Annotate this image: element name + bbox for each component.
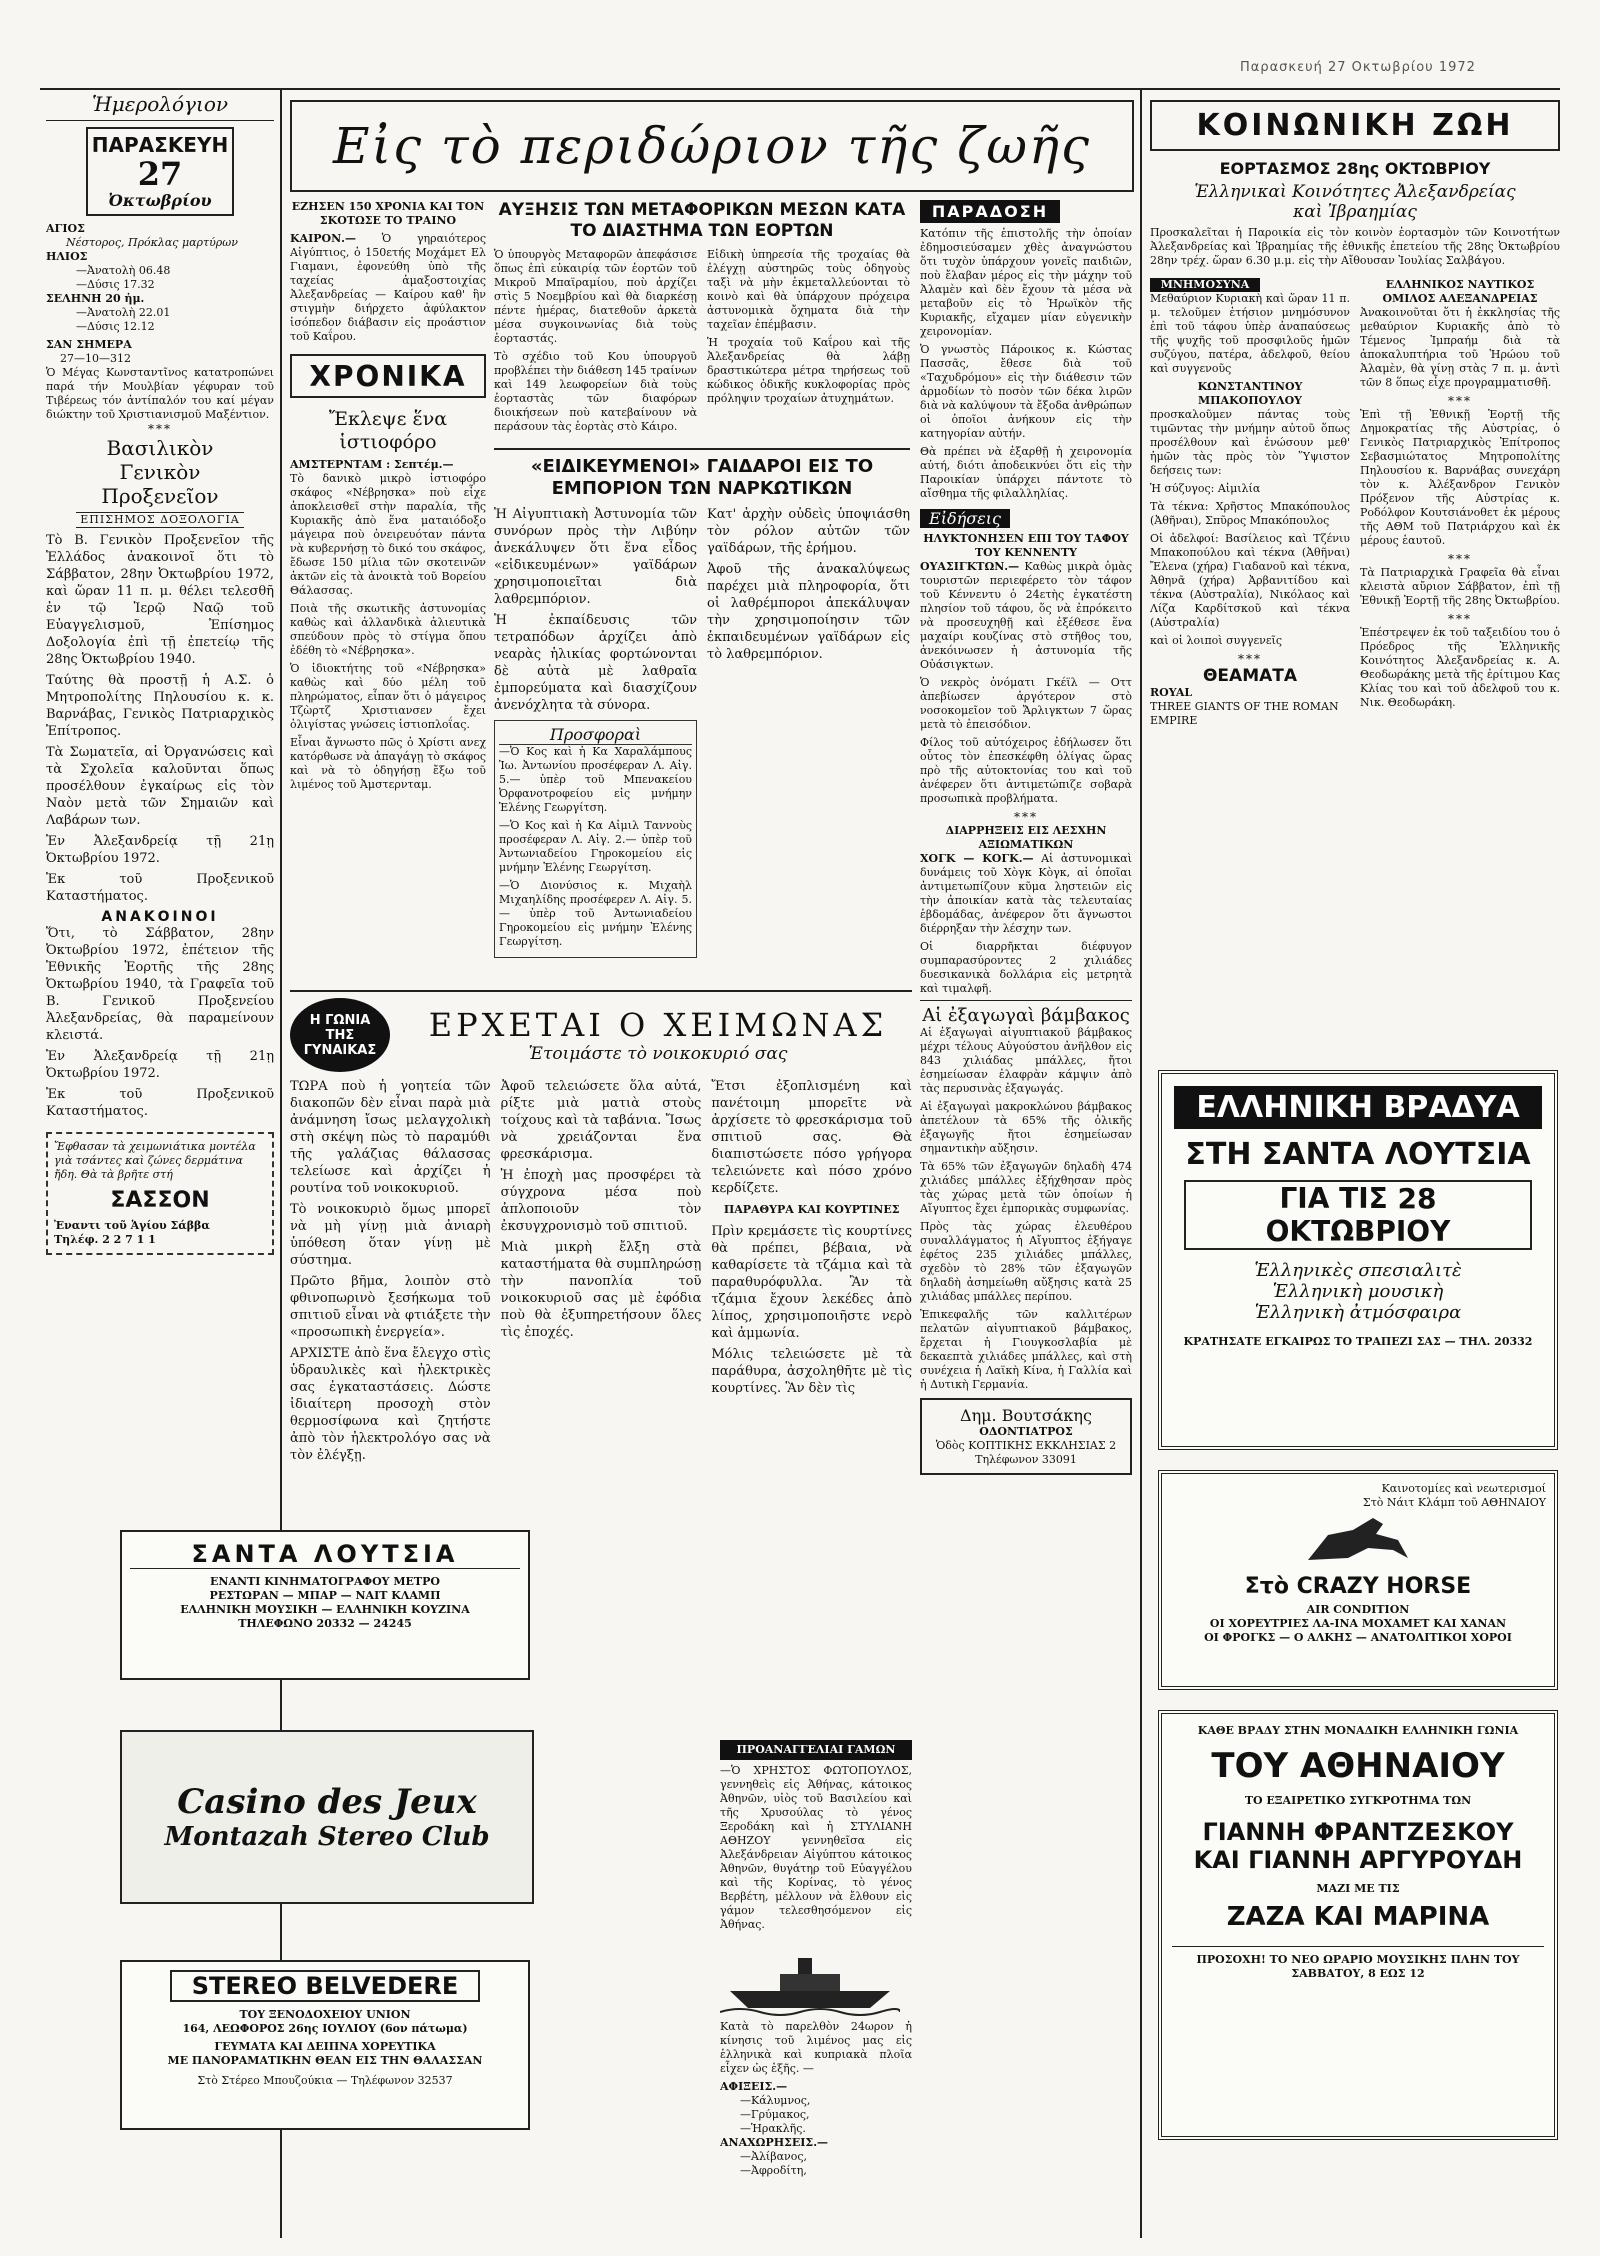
consulate-title-2: Γενικὸν [119,460,201,484]
today-label: ΣΑΝ ΣΗΜΕΡΑ [46,338,132,351]
traino-text: Ὁ γηραιότερος Αἰγύπτιος, ὁ 150ετής Μοχάμετ Ελ Γιαμανι, ἐφονεύθη ὑπὸ τῆς ταχείας ἁμαξοστοιχίας Ἀλεξανδρείας — Καίρου καθ' ἣν στιγμὴν διήρχετο ἀφύλακτον ἰσόπεδον διάβασιν εἰς προάστιον τοῦ Καΐρου. [290,232,486,343]
greek-night-footer: ΚΡΑΤΗΣΑΤΕ ΕΓΚΑΙΡΩΣ ΤΟ ΤΡΑΠΕΖΙ ΣΑΣ — ΤΗΛ. 20332 [1183,1335,1533,1348]
eclipse-headline: Ἔκλεψε ἕνα ἱστιοφόρο [328,408,448,453]
casino-line-2: Montazah Stereo Club [164,1822,490,1852]
moon-label: ΣΕΛΗΝΗ 20 ἡμ. [46,292,145,305]
belvedere-ad [120,1960,530,2130]
athinaiou-footer: ΠΡΟΣΟΧΗ! ΤΟ ΝΕΟ ΩΡΑΡΙΟ ΜΟΥΣΙΚΗΣ ΠΛΗΝ ΤΟΥ ΣΑΒΒΑΤΟΥ, 8 ΕΩΣ 12 [1172,1946,1544,1981]
right-column: ΚΟΙΝΩΝΙΚΗ ΖΩΗ ΕΟΡΤΑΣΜΟΣ 28ης ΟΚΤΩΒΡΙΟΥ Ἑλληνικαὶ Κοινότητες Ἀλεξανδρείας καὶ Ἰβραημίας Προσκαλεῖται ἡ Παροικία εἰς τὸν κοινὸν ἑορτασμὸν τῶν Κοινοτήτων Ἀλεξανδρείας καὶ Ἰβραημίας τῆς ἐθνικῆς ἐπετείου τῆς 28ης Ὀκτωβρίου 28ην τρέχ. ὥραν 6.30 μ.μ. εἰς τὴν Αἴθουσαν Ἰουλίας Σαλβάγου. ΜΝΗΜΟΣΥΝΑ Μεθαύριον Κυριακὴ καὶ ὥραν 11 π. μ. τελοῦμεν ἐτήσιον μνημόσυνον ἐπὶ τοῦ τάφου ὑπὲρ ἀναπαύσεως τῆς ψυχῆς τοῦ προσφιλοῦς ἡμῶν συζύγου, πατέρα, ἀδελφοῦ, θείου καὶ συγγενοῦς ΚΩΝΣΤΑΝΤΙΝΟΥ ΜΠΑΚΟΠΟΥΛΟΥ προσκαλοῦμεν πάντας τοὺς τιμῶντας τὴν μνήμην αὐτοῦ ὅπως προσέλθουν καὶ ἑνώσουν μεθ' ἡμῶν τὰς πρὸς τὸν Ὕψιστον δεήσεις των: Ἡ σύζυγος: Αἰμιλία Τὰ τέκνα: Χρῆστος Μπακόπουλος (Ἀθῆναι), Σπῦρος Μπακόπουλος Οἱ ἀδελφοί: Βασίλειος καὶ Τζένιυ Μπακοπούλου καὶ τέκνα (Ἀθῆναι) Ἔλενα (χήρα) Γιαδανοῦ καὶ τέκνα, Ἀθηνᾶ (χήρα) Ἀρβανιτίδου καὶ τέκνα (Αὐστραλία), Νικόλαος καὶ Λίζα Καρδίτσκοῦ καὶ τέκνα (Αὐστραλία) καὶ οἱ λοιποὶ συγγενεῖς *** ΘΕΑΜΑΤΑ ROYAL THREE GIANTS OF THE ROMAN EMPIRE ΕΛΛΗΝΙΚΟΣ ΝΑΥΤΙΚΟΣ ΟΜΙΛΟΣ ΑΛΕΞΑΝΔΡΕΙΑΣ Ἀνακοινοῦται ὅτι ἡ ἐκκλησίας τῆς μεθαύριον Κυριακῆς ἀπὸ τὸ Τέμενος Ἰμπραήμ διὰ τὰ ἀποκαλυπτήρια τοῦ Ἡρώου τοῦ Ἀλαμὲν, θὰ γίνῃ στὰς 7 π. μ. ἀντὶ τῶν 8 ὅπως εἶχε προγραμματισθῆ. *** Ἐπὶ τῇ Ἐθνικῇ Ἑορτῇ τῆς Δημοκρατίας τῆς Αὐστρίας, ὁ Γενικὸς Πατριαρχικὸς Ἐπίτροπος Σεβασμιώτατος Μητροπολίτης Πηλουσίου κ. Βαρνάβας συνεχάρη τὸν κ. Ἀλέξανδρον Γενικὸν Πρόξενον τῆς Αὐστρίας κ. Ροδόλφον Κουτσιάνοθετ ἐκ μέρους τῆς ΑΘΜ τοῦ Πατριάρχου καὶ ἐκ μέρους ἑαυτοῦ. *** Τὰ Πατριαρχικὰ Γραφεῖα θὰ εἶναι κλειστὰ αὔριον Σάββατον, ἐπὶ τῇ Ἐθνικῇ Ἑορτῇ τῆς 28ης Ὀκτωβρίου. *** Ἐπέστρεψεν ἐκ τοῦ ταξειδίου του ὁ Πρόεδρος τῆς Ἑλληνικῆς Κοινότητος Ἀλεξανδρείας κ. Α. Θεοδωράκης μετὰ τῆς ἐρίτιμου Κας Κλίας του καὶ τοῦ ἀδελφοῦ του κ. Νικ. Θεοδωράκη. [1150,100,1560,728]
naval-text-4: Ἐπέστρεψεν ἐκ τοῦ ταξειδίου του ὁ Πρόεδρος τῆς Ἑλληνικῆς Κοινότητος Ἀλεξανδρείας κ. Α. Θεοδωράκης μετὰ τῆς ἐρίτιμου Κας Κλίας του καὶ τοῦ ἀδελφοῦ του κ. Νικ. Θεοδωράκη. [1360,626,1560,709]
port-departures-label: ΑΝΑΧΩΡΗΣΕΙΣ.— [720,2136,829,2149]
cotton-text-5: Ἐπικεφαλῆς τῶν καλλιτέρων πελατῶν αἰγυπτιακοῦ βάμβακος, ἔρχεται ἡ Γιουγκοσλαβία μὲ δεκαεπτὰ χιλιάδες μπάλλες, καὶ στὴ συνέχεια ἡ Λαϊκὴ Κίνα, ἡ Γαλλία καὶ ἡ Δυτικὴ Γερμανία. [920,1308,1132,1391]
athinaiou-ad [1158,1710,1558,2140]
column-rule [280,88,282,2238]
winter-text-8: Ἔτσι ἐξοπλισμένη καὶ πανέτοιμη μπορεῖτε νὰ ἀρχίσετε τὸ φρεσκάρισμα τοῦ σπιτιοῦ σας. Θὰ διαπιστώσετε πόσο γρήγορα τελειώνετε καὶ πόσο χρόνο κερδίζετε. [711,1079,913,1196]
crazy-horse-line-4: ΟΙ ΧΟΡΕΥΤΡΙΕΣ ΛΑ-ΙΝΑ ΜΟΧΑΜΕΤ ΚΑΙ ΧΑΝΑΝ [1209,1617,1507,1630]
cotton-text-2: Αἱ ἐξαγωγαὶ μακροκλώνου βάμβακος ἀπετέλουν τὰ 65% τῆς ὁλικῆς ἐξαγωγῆς ἤτοι ἐσημείωσαν σημαντικὴν αὔξησιν. [920,1100,1132,1155]
saints: Νέστορος, Πρόκλας μαρτύρων [66,236,238,249]
kennedy-text-3: Φίλος τοῦ αὐτόχειρος ἐδήλωσεν ὅτι οὗτος τὸν ἐπεσκέφθη ὀλίγας ὥρας πρὸ τῆς αὐτοκτονίας του καὶ τοῦ ἀνέφερεν ὅτι ἀντιμετώπιζε σοβαρὰ προσωπικὰ προβλήματα. [920,736,1132,805]
shows-title: ΘΕΑΜΑΤΑ [1202,666,1298,686]
traffic-headline: ΑΥΞΗΣΙΣ ΤΩΝ ΜΕΤΑΦΟΡΙΚΩΝ ΜΕΣΩΝ ΚΑΤΑ ΤΟ ΔΙΑΣΤΗΜΑ ΤΩΝ ΕΟΡΤΩΝ [498,200,906,241]
dentist-ad [920,1398,1132,1475]
crazy-horse-line-5: ΟΙ ΦΡΟΓΚΣ — Ο ΑΛΚΗΣ — ΑΝΑΤΟΛΙΤΙΚΟΙ ΧΟΡΟΙ [1204,1631,1512,1644]
social-title: ΚΟΙΝΩΝΙΚΗ ΖΩΗ [1196,108,1514,143]
tradition-text-3: Θὰ πρέπει νὰ ἐξαρθῇ ἡ χειρονομία αὐτή, διότι ἀποδεικνύει ὅτι εἰς τὴν Παροικίαν ὑπάρχει πάντοτε τὸ αἴσθημα τῆς φιλαλληλίας. [920,445,1132,500]
dentist-name: Δημ. Βουτσάκης [960,1406,1092,1425]
tradition-text: Κατόπιν τῆς ἐπιστολῆς τὴν ὁποίαν ἐδημοσιεύσαμεν χθὲς ἀναγνώστου ὅτι τυχὸν ὑπάρχουν γονεῖς παιδιῶν, ποὺ ἔλαβαν μέρος εἰς τὴν μάχην τοῦ Ἀλαμὲν καὶ δὲν ἔχουν τὰ μέσα νὰ μεταβοῦν εἰς τὸ Ἡρωϊκὸν τῆς Κυριακῆς, εἴχαμεν μίαν εὐγενικὴν χειρονομίαν. [920,227,1132,338]
santa-lucia-line-1: ΕΝΑΝΤΙ ΚΙΝΗΜΑΤΟΓΡΑΦΟΥ ΜΕΤΡΟ [210,1575,440,1588]
eclipse-text-4: Εἶναι ἄγνωστο πῶς ὁ Χρίστι ανεχ κατόρθωσε νὰ ἀπαγάγῃ τὸ σκάφος καὶ νὰ τὸ ὁδηγήσῃ ἔξω τοῦ λιμένος τοῦ Ἀμστερνταμ. [290,736,486,791]
sasson-address: Ἐναντι τοῦ Ἁγίου Σάββα [54,1219,210,1232]
memorial-name: ΚΩΝΣΤΑΝΤΙΝΟΥ ΜΠΑΚΟΠΟΥΛΟΥ [1197,380,1303,407]
consulate-text-2: Ταύτης θὰ προστῇ ἡ Α.Σ. ὁ Μητροπολίτης Πηλουσίου κ. κ. Βαρνάβας, Γενικὸς Πατριαρχικὸς Ἐπίτροπος. [46,673,274,739]
crazy-horse-line-1: Καινοτομίες καὶ νεωτερισμοί [1381,1482,1546,1495]
offerings-text-3: —Ὁ Διονύσιος κ. Μιχαὴλ Μιχαηλίδης προσέφερεν Λ. Αἰγ. 5.— ὑπὲρ τοῦ Ἀντωνιαδείου Γηροκομείου εἰς μνήμην Ἑλένης Γεωργίτση. [499,879,692,948]
donkeys-text-2: Ἡ ἐκπαίδευσις τῶν τετραπόδων ἀρχίζει ἀπὸ νεαρὰς ἡλικίας φορτώνονται δὲ αὐτὰ μὲ λαθραῖα ἐμπορεύματα καὶ διασχίζουν ἀνενόχλητα τὰ σύνορα. [494,613,697,713]
memorial-siblings: Οἱ ἀδελφοί: Βασίλειος καὶ Τζένιυ Μπακοπούλου καὶ τέκνα (Ἀθῆναι) Ἔλενα (χήρα) Γιαδανοῦ καὶ τέκνα, Ἀθηνᾶ (χήρα) Ἀρβανιτίδου καὶ τέκνα (Αὐστραλία), Νικόλαος καὶ Λίζα Καρδίτσκοῦ καὶ τέκνα (Αὐστραλία) [1150,532,1350,629]
social-subhead: Ἑλληνικαὶ Κοινότητες Ἀλεξανδρείας καὶ Ἰβραημίας [1194,182,1516,222]
announcement-title: ΑΝΑΚΟΙΝΟΙ [101,909,219,925]
cotton-text-4: Πρὸς τὰς χώρας ἐλευθέρου συναλλάγματος ἡ Αἴγυπτος ἐξήγαγε ἐφέτος 235 χιλιάδες μπάλλες, σχεδὸν τὸ 28% τῶν ἐξαγωγῶν δηλαδὴ ἀσημείωθη αὔξησις κατὰ 25 χιλιάδας μπάλλες περίπου. [920,1220,1132,1303]
calendar-day: ΠΑΡΑΣΚΕΥΗ [91,133,229,157]
consulate-place: Ἐν Ἀλεξανδρείᾳ τῇ 21ῃ Ὀκτωβρίου 1972. [46,834,274,866]
athinaiou-line-1: ΚΑΘΕ ΒΡΑΔΥ ΣΤΗΝ ΜΟΝΑΔΙΚΗ ΕΛΛΗΝΙΚΗ ΓΩΝΙΑ [1197,1724,1519,1737]
sasson-ad [46,1132,274,1255]
consulate-sign: Ἐκ τοῦ Προξενικοῦ Καταστήματος. [46,872,274,904]
tradition-text-2: Ὁ γνωστὸς Πάροικος κ. Κώστας Πασσᾶς, ἔθεσε διὰ τοῦ «Ταχυδρόμου» εἰς τὴν διάθεσιν τῶν ἁρμοδίων τὸ ποσὸν τῶν δέκα λιρῶν διὰ νὰ καλύψουν τὰ ἔξοδα ἀνθρώπων οἱ ὁποῖοι ἀνήκουν εἰς τὴν κατηγορίαν αὐτήν. [920,343,1132,440]
winter-text: ΤΩΡΑ ποὺ ἡ γοητεία τῶν διακοπῶν δὲν εἶναι παρὰ μιὰ ἀνάμνηση ἴσως μελαγχολικὴ στὴ σκέψη πὼς τὸ παραμύθι τῆς γαλάζιας θάλασσας τελείωσε καὶ ἀρχίζει ἡ ρουτίνα τοῦ νοικοκυριοῦ. [290,1079,491,1196]
moonset: —Δύσις 12.12 [76,320,155,333]
belvedere-name: STEREO BELVEDERE [170,1970,480,2002]
consulate-title-1: Βασιλικὸν [106,436,214,460]
calendar-date: 27 [137,155,183,193]
port-arrival: —Γρύμακος, [740,2108,810,2121]
winter-text-9: Πρὶν κρεμάσετε τὶς κουρτίνες θὰ πρέπει, βέβαια, νὰ καθαρίσετε τὰ τζάμια καὶ τὰ παραθυρόφυλλα. Ἂν τὰ τζάμια ἔχουν λεκέδες ἀπὸ λίπος, χρησιμοποιῆστε νερὸ καὶ ἀμμωνία. [711,1224,913,1341]
horse-icon [1298,1510,1418,1570]
consulate-title-3: Προξενεῖον [101,484,219,508]
kennedy-text: Καθὼς μικρὰ ὁμὰς τουριστῶν περιεφέρετο τὸν τάφον τοῦ Κέννεντυ ὁ 24ετὴς ἐγκατέστη πλησίον τοῦ τάφου, ὅς νὰ ἐπρόκειτο νὰ προσευχηθῇ καὶ ἐξέθεσε ἕνα μαχαίρι κουζίνας στὸ στῆθος του, ἀνεκόινωσεν ἡ ἀστυνομία τῆς Οὐάσιγκτων. [920,560,1132,671]
donkeys-headline: «ΕΙΔΙΚΕΥΜΕΝΟΙ» ΓΑΙΔΑΡΟΙ ΕΙΣ ΤΟ ΕΜΠΟΡΙΟΝ ΤΩΝ ΝΑΡΚΩΤΙΚΩΝ [530,456,874,499]
shows-cinema: ROYAL [1150,686,1193,699]
traffic-text-3: Εἰδικὴ ὑπηρεσία τῆς τροχαίας θὰ ἐλέγχῃ αὐστηρῶς τοὺς ὁδηγοὺς ταξὶ νὰ μὴν ἐκμεταλλεύονται τὸ κοινὸ καὶ θὰ ὑπάρχουν πρόχειρα ἀστυνομικὰ ὄχηματα διὰ τὴν ταχεῖαν ἐπέμβασιν. [707,248,910,331]
masthead [290,100,1134,192]
eclipse-text-2: Ποιὰ τῆς σκωτικῆς ἀστυνομίας καθὼς καὶ ἀλλανδικὰ ἀλιευτικὰ σπεύδουν πρὸς τὸ στίγμα ὅπου ἐδέθη τὸ «Νέβρησκα». [290,602,486,657]
lesxi-text: Αἱ ἀστυνομικαὶ δυνάμεις τοῦ Χὸγκ Κὸγκ, αἱ ὁποῖαι ἀντιμετωπίζουν κῦμα ληστειῶν εἰς τὴν ἀποικίαν κατὰ τὰς τελευταίας ἑβδομάδας, ἀνέφερον ὅτι ἄγνωστοι διέρρηξαν τὴν λέσχην των. [920,852,1132,935]
births-block [720,1740,912,2178]
greek-night-line-3: ΓΙΑ ΤΙΣ 28 ΟΚΤΩΒΡΙΟΥ [1184,1180,1532,1250]
moonrise: —Ἀνατολὴ 22.01 [76,306,171,319]
port-departure: —Ἀφροδίτη, [740,2164,807,2177]
consulate-text-3: Τὰ Σωματεῖα, αἱ Ὀργανώσεις καὶ τὰ Σχολεῖα καλοῦνται ὅπως προσέλθουν ἐγκαίρως εἰς τὸν Ναὸν μετὰ τῶν Σημαιῶν καὶ Λαβάρων των. [46,745,274,828]
announcement-text: Ὅτι, τὸ Σάββατον, 28ην Ὀκτωβρίου 1972, ἐπέτειον τῆς Ἐθνικῆς Ἑορτῆς τῆς 28ης Ὀκτωβρίου 1940, τὰ Γραφεῖα τοῦ Β. Γενικοῦ Προξενείου Ἀλεξανδρείας, θὰ παραμείνουν κλειστά. [46,926,274,1043]
cotton-headline: Αἱ ἐξαγωγαὶ βάμβακος [920,1000,1132,1026]
greek-night-ad [1158,1070,1558,1450]
memorial-rest: καὶ οἱ λοιποὶ συγγενεῖς [1150,634,1283,647]
winter-text-2: Τὸ νοικοκυριὸ ὅμως μπορεῖ νὰ μὴ γίνῃ μιὰ ἀνιαρὴ ὑπόθεση ὅταν γίνῃ μὲ σύστημα. [290,1202,491,1268]
consulate-text: Τὸ Β. Γενικὸν Προξενεῖον τῆς Ἑλλάδος ἀνακοινοῖ ὅτι τὸ Σάββατον, 28ην Ὀκτωβρίου 1972, καὶ ὥραν 11 π. μ. θέλει τελεσθῆ ἐν τῷ Ἱερῷ Ναῷ τοῦ Εὐαγγελισμοῦ, Ἐπίσημος Δοξολογία ἐπὶ τῇ ἐπετείῳ τῆς 28ης Ὀκτωβρίου 1940. [46,533,274,667]
memorial-title: ΜΝΗΜΟΣΥΝΑ [1150,278,1260,292]
greek-night-line-1: ΕΛΛΗΝΙΚΗ ΒΡΑΔΥΑ [1174,1086,1542,1129]
athinaiou-line-2: ΤΟ ΕΞΑΙΡΕΤΙΚΟ ΣΥΓΚΡΟΤΗΜΑ ΤΩΝ [1244,1794,1472,1807]
memorial-spouse: Ἡ σύζυγος: Αἰμιλία [1150,482,1261,495]
announcement-sign: Ἐκ τοῦ Προξενικοῦ Καταστήματος. [46,1087,274,1119]
center-col-b [494,200,910,958]
births-title: ΠΡΟΑΝΑΓΓΕΛΙΑΙ ΓΑΜΩΝ [720,1740,912,1760]
lesxi-text-2: Οἱ διαρρῆκται διέφυγον συμπαρασύροντες 2 χιλιάδες δυεσικανικὰ δολλάρια εἰς μετρητὰ καὶ τιμαλφῆ. [920,940,1132,995]
donkeys-text-4: Ἀφοῦ τῆς ἀνακαλύψεως παρέχει μιὰ πληροφορία, ὅτι οἱ λαθρέμποροι ἀπεκάλυψαν τὴν χρησιμοποίησιν τῶν ἐκπαιδευμένων γαϊδάρων εἰς τὸ λαθρεμπόριον. [707,562,910,662]
port-departure: —Ἀλίβανος, [740,2150,807,2163]
social-headline: ΕΟΡΤΑΣΜΟΣ 28ης ΟΚΤΩΒΡΙΟΥ [1219,159,1491,178]
offerings-text-2: —Ὁ Κος καὶ ἡ Κα Αἰμιλ Ταννοὺς προσέφεραν Λ. Αἰγ. 2.— ὑπὲρ τοῦ Ἀντωνιαδείου Γηροκομείου εἰς μνήμην Ἑλένης Γεωργίτση. [499,819,692,874]
kennedy-headline: ΗΛΥΚΤΟΝΗΣΕΝ ΕΠΙ ΤΟΥ ΤΑΦΟΥ ΤΟΥ ΚΕΝΝΕΝΤΥ [923,532,1129,559]
sasson-text: Ἔφθασαν τὰ χειμωνιάτικα μοντέλα γιὰ τσάντες καὶ ζώνες δερμάτινα ἤδη. Θὰ τὰ βρῆτε στή [54,1140,256,1181]
crazy-horse-line-3: AIR CONDITION [1306,1603,1410,1616]
naval-title: ΕΛΛΗΝΙΚΟΣ ΝΑΥΤΙΚΟΣ ΟΜΙΛΟΣ ΑΛΕΞΑΝΔΡΕΙΑΣ [1382,278,1538,305]
ship-icon [720,1936,900,2016]
santa-lucia-line-3: ΕΛΛΗΝΙΚΗ ΜΟΥΣΙΚΗ — ΕΛΛΗΝΙΚΗ ΚΟΥΖΙΝΑ [180,1603,470,1616]
social-title-box [1150,100,1560,151]
greek-night-line-2: ΣΤΗ ΣΑΝΤΑ ΛΟΥΤΣΙΑ [1185,1137,1531,1172]
women-corner-badge: Η ΓΩΝΙΑ ΤΗΣ ΓΥΝΑΙΚΑΣ [290,998,390,1072]
news-title: Εἰδήσεις [920,509,1010,528]
greek-night-item: Ἑλληνικὴ μουσικὴ [1272,1281,1444,1302]
winter-text-3: Πρῶτο βῆμα, λοιπὸν στὸ φθινοπωρινὸ ξεσήκωμα τοῦ σπιτιοῦ εἶναι νὰ φτιάξετε τὴν «προσωπικὴ ἐνεργεία». [290,1274,491,1340]
belvedere-line-3: ΓΕΥΜΑΤΑ ΚΑΙ ΔΕΙΠΝΑ ΧΟΡΕΥΤΙΚΑ [214,2040,436,2053]
memorial-text-2: προσκαλοῦμεν πάντας τοὺς τιμῶντας τὴν μνήμην αὐτοῦ ὅπως προσέλθουν καὶ ἑνώσουν μεθ' ἡμῶν τὰς πρὸς τὸν Ὕψιστον δεήσεις των: [1150,408,1350,477]
sun-label: ΗΛΙΟΣ [46,250,88,263]
social-text: Προσκαλεῖται ἡ Παροικία εἰς τὸν κοινὸν ἑορτασμὸν τῶν Κοινοτήτων Ἀλεξανδρείας καὶ Ἰβραημίας τῆς ἐθνικῆς ἐπετείου τῆς 28ης Ὀκτωβρίου 28ην τρέχ. ὥραν 6.30 μ.μ. εἰς τὴν Αἴθουσαν Ἰουλίας Σαλβάγου. [1150,226,1560,267]
memorial-text: Μεθαύριον Κυριακὴ καὶ ὥραν 11 π. μ. τελοῦμεν ἐτήσιον μνημόσυνον ἐπὶ τοῦ τάφου ὑπὲρ ἀναπαύσεως τῆς ψυχῆς τοῦ προσφιλοῦς ἡμῶν συζύγου, πατέρα, ἀδελφοῦ, θείου καὶ συγγενοῦς [1150,292,1350,375]
left-column: Ἡμερολόγιον ΠΑΡΑΣΚΕΥΗ 27 Ὀκτωβρίου ΑΓΙΟΣ Νέστορος, Πρόκλας μαρτύρων ΗΛΙΟΣ —Ἀνατολὴ 06.48 —Δύσις 17.32 ΣΕΛΗΝΗ 20 ἡμ. —Ἀνατολὴ 22.01 —Δύσις 12.12 ΣΑΝ ΣΗΜΕΡΑ 27—10—312 Ὁ Μέγας Κωνσταντῖνος κατατροπώνει παρά τήν Μουλβίαν γέφυραν τοῦ Τιβέρεως τόν ἀντίπαλόν του καί μέγαν διώκτην τοῦ Χριστιανισμοῦ Μαξέντιον. *** Βασιλικὸν Γενικὸν Προξενεῖον ΕΠΙΣΗΜΟΣ ΔΟΞΟΛΟΓΙΑ Τὸ Β. Γενικὸν Προξενεῖον τῆς Ἑλλάδος ἀνακοινοῖ ὅτι τὸ Σάββατον, 28ην Ὀκτωβρίου 1972, καὶ ὥραν 11 π. μ. θέλει τελεσθῆ ἐν τῷ Ἱερῷ Ναῷ τοῦ Εὐαγγελισμοῦ, Ἐπίσημος Δοξολογία ἐπὶ τῇ ἐπετείῳ τῆς 28ης Ὀκτωβρίου 1940. Ταύτης θὰ προστῇ ἡ Α.Σ. ὁ Μητροπολίτης Πηλουσίου κ. κ. Βαρνάβας, Γενικὸς Πατριαρχικὸς Ἐπίτροπος. Τὰ Σωματεῖα, αἱ Ὀργανώσεις καὶ τὰ Σχολεῖα καλοῦνται ὅπως προσέλθουν ἐγκαίρως εἰς τὸν Ναὸν μετὰ τῶν Σημαιῶν καὶ Λαβάρων των. Ἐν Ἀλεξανδρείᾳ τῇ 21ῃ Ὀκτωβρίου 1972. Ἐκ τοῦ Προξενικοῦ Καταστήματος. ΑΝΑΚΟΙΝΟΙ Ὅτι, τὸ Σάββατον, 28ην Ὀκτωβρίου 1972, ἐπέτειον τῆς Ἐθνικῆς Ἑορτῆς τῆς 28ης Ὀκτωβρίου 1940, τὰ Γραφεῖα τοῦ Β. Γενικοῦ Προξενείου Ἀλεξανδρείας, θὰ παραμείνουν κλειστά. Ἐν Ἀλεξανδρείᾳ τῇ 21ῃ Ὀκτωβρίου 1972. Ἐκ τοῦ Προξενικοῦ Καταστήματος. Ἔφθασαν τὰ χειμωνιάτικα μοντέλα γιὰ τσάντες καὶ ζώνες δερμάτινα ἤδη. Θὰ τὰ βρῆτε στή ΣΑΣΣΟΝ Ἐναντι τοῦ Ἁγίου Σάββα Τηλέφ. 2 2 7 1 1 [46,88,274,1255]
traino-headline: ΕΖΗΣΕΝ 150 ΧΡΟΝΙΑ ΚΑΙ ΤΟΝ ΣΚΟΤΩΣΕ ΤΟ ΤΡΑΙΝΟ [291,200,485,227]
naval-text-3: Τὰ Πατριαρχικὰ Γραφεῖα θὰ εἶναι κλειστὰ αὔριον Σάββατον, ἐπὶ τῇ Ἐθνικῇ Ἑορτῇ τῆς 28ης Ὀκτωβρίου. [1360,566,1560,607]
offerings-text: —Ὁ Κος καὶ ἡ Κα Χαραλάμπους Ἰω. Ἀντωνίου προσέφεραν Λ. Αἰγ. 5.— ὑπὲρ τοῦ Μπενακείου Ὀρφανοτροφείου εἰς μνήμην Ἑλένης Γεωργίτση. [499,745,692,814]
kennedy-dateline: ΟΥΑΣΙΓΚΤΩΝ.— [920,560,1020,573]
naval-text: Ἀνακοινοῦται ὅτι ἡ ἐκκλησίας τῆς μεθαύριον Κυριακῆς ἀπὸ τὸ Τέμενος Ἰμπραήμ διὰ τὰ ἀποκαλυπτήρια τοῦ Ἡρώου τοῦ Ἀλαμὲν, θὰ γίνῃ στὰς 7 π. μ. ἀντὶ τῶν 8 ὅπως εἶχε προγραμματισθῆ. [1360,306,1560,389]
sunset: —Δύσις 17.32 [76,278,155,291]
belvedere-line-2: 164, ΛΕΩΦΟΡΟΣ 26ης ΙΟΥΛΙΟΥ (6ον πάτωμα) [182,2022,468,2035]
santa-lucia-name: ΣΑΝΤΑ ΛΟΥΤΣΙΑ [130,1540,520,1569]
casino-ad [120,1730,534,1904]
athinaiou-name: ΤΟΥ ΑΘΗΝΑΙΟΥ [1211,1746,1505,1786]
athinaiou-line-3: ΓΙΑΝΝΗ ΦΡΑΝΤΖΕΣΚΟΥ [1202,1818,1514,1846]
today-date: 27—10—312 [60,352,131,365]
eclipse-dateline: ΑΜΣΤΕΡΝΤΑΜ : Σεπτέμ.— [290,458,454,471]
greek-night-item: Ἑλληνικὲς σπεσιαλιτὲ [1254,1260,1462,1281]
masthead-title: Εἰς τὸ περιδώριον τῆς ζωῆς [333,117,1091,175]
chronika-banner [290,354,486,398]
sasson-name: ΣΑΣΣΟΝ [110,1188,210,1213]
traffic-text-4: Ἡ τροχαία τοῦ Καΐρου καὶ τῆς Ἀλεξανδρείας θὰ λάβῃ δραστικώτερα μέτρα τηρήσεως τοῦ κώδικος ὁδικῆς κυκλοφορίας πρὸς πρόληψιν τροχαίων ἀτυχημάτων. [707,336,910,405]
column-rule [1140,88,1142,2238]
port-arrival: —Ἡρακλῆς. [740,2122,806,2135]
santa-lucia-line-2: ΡΕΣΤΩΡΑΝ — ΜΠΑΡ — ΝΑΙΤ ΚΛΑΜΠ [209,1589,441,1602]
port-arrival: —Κάλυμνος, [740,2094,811,2107]
winter-headline: ΕΡΧΕΤΑΙ Ο ΧΕΙΜΩΝΑΣ [428,1006,888,1044]
dentist-address: Ὁδὸς ΚΟΠΤΙΚΗΣ ΕΚΚΛΗΣΙΑΣ 2 [935,1439,1117,1452]
tradition-title: ΠΑΡΑΔΟΣΗ [920,200,1060,223]
sasson-phone: Τηλέφ. 2 2 7 1 1 [54,1233,156,1246]
today-text: Ὁ Μέγας Κωνσταντῖνος κατατροπώνει παρά τήν Μουλβίαν γέφυραν τοῦ Τιβέρεως τόν ἀντίπαλόν του καί μέγαν διώκτην τοῦ Χριστιανισμοῦ Μαξέντιον. [46,366,274,421]
belvedere-line-1: ΤΟΥ ΞΕΝΟΔΟΧΕΙΟΥ UNION [239,2008,411,2021]
cotton-text-3: Τὰ 65% τῶν ἐξαγωγῶν δηλαδὴ 474 χιλιάδες μπάλλες ἐξήχθησαν πρὸς τὰς χώρας μετὰ τῶν ὁποίων ἡ Αἴγυπτος ἔχει ἐμπορικὰς συμφωνίας. [920,1160,1132,1215]
winter-subhead: Ἑτοιμάστε τὸ νοικοκυριό σας [528,1044,788,1064]
winter-text-4: ΑΡΧΙΣΤΕ ἀπὸ ἕνα ἔλεγχο στὶς ὑδραυλικὲς καὶ ἠλεκτρικὲς σας ἐγκαταστάσεις. Δώστε ἰδιαίτερη προσοχὴ στὸν θερμοσίφωνα καὶ ζητήστε ἀπὸ τὸν ἠλεκτρολόγο σας νὰ τὸν ἐλέγξῃ. [290,1346,491,1463]
kennedy-text-2: Ὁ νεκρὸς ὀνόματι Γκέϊλ — Οττ ἀπεβίωσεν ἀργότερον στὸ νοσοκομεῖον τοῦ Ἄρλιγκτων 7 ὥρας μετὰ τὸ ἐπεισόδιον. [920,676,1132,731]
eclipse-text-3: Ὁ ἰδιοκτήτης τοῦ «Νέβρησκα» καθὼς καὶ δύο μέλη τοῦ πληρώματος, εἶπαν ὅτι ὁ μάγειρος Τζὼρτζ Χριστιανσεν ἔχει ὀλιγίστας γνώσεις ἱστιοπλοΐας. [290,662,486,731]
dentist-phone: Τηλέφωνον 33091 [975,1453,1077,1466]
offerings-title: Προσφοραὶ [499,725,692,745]
dentist-title: ΟΔΟΝΤΙΑΤΡΟΣ [979,1425,1073,1438]
calendar-month: Ὀκτωβρίου [108,191,212,210]
saint-label: ΑΓΙΟΣ [46,222,85,235]
donkeys-text-3: Κατ' ἀρχὴν οὐδεὶς ὑποψιάσθη τὸν ρόλον αὐτῶν τῶν γαϊδάρων, τῆς ἐρήμου. [707,507,910,556]
winter-text-7: Μιὰ μικρὴ ἔλξη στὰ καταστήματα θὰ συμπληρώσῃ τὴν πανοπλία τοῦ νοικοκυριοῦ σας μὲ ἐφόδια ποὺ θὰ ἐξυπηρετήσουν ὅλες τὶς ἐποχές. [500,1240,702,1340]
greek-night-item: Ἑλληνικὴ ἀτμόσφαιρα [1254,1302,1462,1323]
chronika-title: ΧΡΟΝΙΚΑ [309,359,467,393]
crazy-horse-ad [1158,1470,1558,1690]
memorial-kids: Τὰ τέκνα: Χρῆστος Μπακόπουλος (Ἀθῆναι), Σπῦρος Μπακόπουλος [1150,500,1350,527]
santa-lucia-ad [120,1530,530,1680]
crazy-horse-name: Στὸ CRAZY HORSE [1244,1574,1472,1599]
traino-dateline: ΚΑΙΡΟΝ.— [290,232,356,245]
eclipse-text: Τὸ δανικὸ μικρὸ ἱστιοφόρο σκάφος «Νέβρησκα» ποὺ εἶχε ἀποκλεισθεῖ στὴν παραλία, τῆς Κυριακῆς ἀπὸ ἕνα ματαιόδοξο μάγειρα ποὺ ὀνειρευόταν πάντα νὰ κυβερνήσῃ τὸ δικό του σκάφος, ἔδωσε 150 μίλια τῶν σκοτεινῶν ἀκτῶν εἰς τὰ ἀνοικτὰ τοῦ Βορείου Θάλασσας. [290,472,486,597]
athinaiou-line-4: ΚΑΙ ΓΙΑΝΝΗ ΑΡΓΥΡΟΥΔΗ [1193,1846,1523,1874]
traffic-text: Ὁ ὑπουργὸς Μεταφορῶν ἀπεφάσισε ὅπως ἐπὶ εὐκαιρίᾳ τῶν ἑορτῶν τοῦ Μικροῦ Μπαϊραμίου, ποὺ ἀρχίζει στὶς 5 Νοεμβρίου καὶ θὰ διαρκέσῃ πέντε ἡμέρας, διατεθοῦν ἀρκετὰ μέσα συγκοινωνίας διὰ τοὺς ἑορταστάς. [494,248,697,345]
donkeys-text: Ἡ Αἰγυπτιακὴ Ἀστυνομία τῶν συνόρων πρὸς τὴν Λιβύην ἀνεκάλυψεν ὅτι ἕνα εἶδος «εἰδικευμένων» γαϊδάρων χρησιμοποιεῖται διὰ λαθρεμπόριον. [494,507,697,607]
header-date-line: Παρασκευή 27 Οκτωβρίου 1972 [1240,60,1476,75]
belvedere-line-4: ΜΕ ΠΑΝΟΡΑΜΑΤΙΚΗΝ ΘΕΑΝ ΕΙΣ ΤΗΝ ΘΑΛΑΣΣΑΝ [167,2054,483,2067]
births-text: —Ὁ ΧΡΗΣΤΟΣ ΦΩΤΟΠΟΥΛΟΣ, γεννηθεὶς εἰς Ἀθήνας, κάτοικος Ἀθηνῶν, υἱὸς τοῦ Βασιλείου καὶ τῆς Χρυσούλας τὸ γένος Ξεροδάκη καὶ ἡ ΣΤΥΛΙΑΝΗ ΑΘΗΖΟΥ γεννηθεῖσα εἰς Ἀλεξάνδρειαν Αἰγύπτου κάτοικος Ἀθηνῶν, θυγάτηρ τοῦ Εὐαγγέλου καὶ τῆς Κορίνας, τὸ γένος Βερβέτη, μέλλουν νὰ ἔλθουν εἰς γάμον τελεσθησόμενον εἰς Ἀθήνας. [720,1764,912,1931]
calendar-title: Ἡμερολόγιον [46,88,274,121]
announcement-place: Ἐν Ἀλεξανδρείᾳ τῇ 21ῃ Ὀκτωβρίου 1972. [46,1049,274,1081]
athinaiou-line-5: ΜΑΖΙ ΜΕ ΤΙΣ [1316,1882,1400,1895]
traffic-text-2: Τὸ σχέδιο τοῦ Κου ὑπουργοῦ προβλέπει τὴν διάθεση 145 τραίνων καὶ 149 λεωφορείων διὰ τοὺς ἑορταστὰς τῶν διαφόρων διοικήσεων ποὺ κατεβαίνουν νὰ περάσουν τὰς ἑορτὰς στὸ Κάιρο. [494,350,697,433]
shows-film: THREE GIANTS OF THE ROMAN EMPIRE [1150,700,1339,727]
center-col-c: ΠΑΡΑΔΟΣΗ Κατόπιν τῆς ἐπιστολῆς τὴν ὁποίαν ἐδημοσιεύσαμεν χθὲς ἀναγνώστου ὅτι τυχὸν ὑπάρχουν γονεῖς παιδιῶν, ποὺ ἔλαβαν μέρος εἰς τὴν μάχην τοῦ Ἀλαμὲν καὶ δὲν ἔχουν τὰ μέσα νὰ μεταβοῦν εἰς τὸ Ἡρωϊκὸν τῆς Κυριακῆς, εἴχαμεν μίαν εὐγενικὴν χειρονομίαν. Ὁ γνωστὸς Πάροικος κ. Κώστας Πασσᾶς, ἔθεσε διὰ τοῦ «Ταχυδρόμου» εἰς τὴν διάθεσιν τῶν ἁρμοδίων τὸ ποσὸν τῶν δέκα λιρῶν διὰ νὰ καλύψουν τὰ ἔξοδα ἀνθρώπων οἱ ὁποῖοι ἀνήκουν εἰς τὴν κατηγορίαν αὐτήν. Θὰ πρέπει νὰ ἐξαρθῇ ἡ χειρονομία αὐτή, διότι ἀποδεικνύει ὅτι εἰς τὴν Παροικίαν ὑπάρχει πάντοτε τὸ αἴσθημα τῆς φιλαλληλίας. Εἰδήσεις ΗΛΥΚΤΟΝΗΣΕΝ ΕΠΙ ΤΟΥ ΤΑΦΟΥ ΤΟΥ ΚΕΝΝΕΝΤΥ ΟΥΑΣΙΓΚΤΩΝ.— Καθὼς μικρὰ ὁμὰς τουριστῶν περιεφέρετο τὸν τάφον τοῦ Κέννεντυ ὁ 24ετὴς ἐγκατέστη πλησίον τοῦ τάφου, ὅς νὰ ἐπρόκειτο νὰ προσευχηθῇ καὶ ἐξέθεσε ἕνα μαχαίρι κουζίνας στὸ στῆθος του, ἀνεκόινωσεν ἡ ἀστυνομία τῆς Οὐάσιγκτων. Ὁ νεκρὸς ὀνόματι Γκέϊλ — Οττ ἀπεβίωσεν ἀργότερον στὸ νοσοκομεῖον τοῦ Ἄρλιγκτων 7 ὥρας μετὰ τὸ ἐπεισόδιον. Φίλος τοῦ αὐτόχειρος ἐδήλωσεν ὅτι οὗτος τὸν ἐπεσκέφθη ὀλίγας ὥρας πρὸ τῆς αὐτοκτονίας του καὶ τοῦ ἀνέφερεν ὅτι ἀντιμετώπιζε σοβαρὰ προσωπικὰ προβλήματα. *** ΔΙΑΡΡΗΞΕΙΣ ΕΙΣ ΛΕΣΧΗΝ ΑΞΙΩΜΑΤΙΚΩΝ ΧΟΓΚ — ΚΟΓΚ.— Αἱ ἀστυνομικαὶ δυνάμεις τοῦ Χὸγκ Κὸγκ, αἱ ὁποῖαι ἀντιμετωπίζουν κῦμα ληστειῶν εἰς τὴν ἀποικίαν κατὰ τὰς τελευταίας ἑβδομάδας, ἀνέφερον ὅτι ἄγνωστοι διέρρηξαν τὴν λέσχην των. Οἱ διαρρῆκται διέφυγον συμπαρασύροντες 2 χιλιάδες δυεσικανικὰ δολλάρια εἰς μετρητὰ καὶ τιμαλφῆ. Αἱ ἐξαγωγαὶ βάμβακος Αἱ ἐξαγωγαὶ αἰγυπτιακοῦ βάμβακος μέχρι τέλους Αὐγούστου ἀνῆλθον εἰς 843 χιλιάδας μπάλλες, ἤτοι ἐσημείωσαν ἐλαφρὰν κάμψιν ἀπὸ τὰς περυσινὰς ἐξαγωγάς. Αἱ ἐξαγωγαὶ μακροκλώνου βάμβακος ἀπετέλουν τὰ 65% τῆς ὁλικῆς ἐξαγωγῆς ἤτοι ἐσημείωσαν σημαντικὴν αὔξησιν. Τὰ 65% τῶν ἐξαγωγῶν δηλαδὴ 474 χιλιάδες μπάλλες ἐξήχθησαν πρὸς τὰς χώρας μετὰ τῶν ὁποίων ἡ Αἴγυπτος ἔχει ἐμπορικὰς συμφωνίας. Πρὸς τὰς χώρας ἐλευθέρου συναλλάγματος ἡ Αἴγυπτος ἐξήγαγε ἐφέτος 235 χιλιάδες μπάλλες, σχεδὸν τὸ 28% τῶν ἐξαγωγῶν δηλαδὴ ἀσημείωθη αὔξησις κατὰ 25 χιλιάδας μπάλλες περίπου. Ἐπικεφαλῆς τῶν καλλιτέρων πελατῶν αἰγυπτιακοῦ βάμβακος, ἔρχεται ἡ Γιουγκοσλαβία μὲ δεκαεπτὰ χιλιάδες μπάλλες, καὶ στὴ συνέχεια ἡ Λαϊκὴ Κίνα, ἡ Γαλλία καὶ ἡ Δυτικὴ Γερμανία. Δημ. Βουτσάκης ΟΔΟΝΤΙΑΤΡΟΣ Ὁδὸς ΚΟΠΤΙΚΗΣ ΕΚΚΛΗΣΙΑΣ 2 Τηλέφωνον 33091 [920,200,1132,1475]
winter-text-6: Ἡ ἐποχὴ μας προσφέρει τὰ σύγχρονα μέσα ποὺ ἀπλοποιοῦν τὸν ἐκσυγχρονισμὸ τοῦ σπιτιοῦ. [500,1168,702,1234]
center-col-a [290,200,486,796]
santa-lucia-phone: ΤΗΛΕΦΩΝΟ 20332 — 24245 [238,1617,412,1630]
winter-text-5: Ἀφοῦ τελειώσετε ὅλα αὐτά, ρίξτε μιὰ ματιὰ στοὺς τοίχους καὶ τὰ ταβάνια. Ἴσως νὰ χρειάζονται ἕνα φρεσκάρισμα. [500,1079,702,1162]
port-text: Κατὰ τὸ παρελθὸν 24ωρον ἡ κίνησις τοῦ λιμένος μας εἰς ἑλληνικὰ καὶ κυπριακὰ πλοῖα εἶχεν ὡς ἑξῆς. — [720,2020,912,2075]
winter-article [290,990,912,1468]
crazy-horse-line-2: Στὸ Νάιτ Κλάμπ τοῦ ΑΘΗΝΑΙΟΥ [1362,1496,1546,1509]
lesxi-dateline: ΧΟΓΚ — ΚΟΓΚ.— [920,852,1034,865]
winter-text-10: Μόλις τελειώσετε μὲ τὰ παράθυρα, ἀσχοληθῆτε μὲ τὶς κουρτίνες. Ἂν δὲν τὶς [711,1347,913,1396]
lesxi-headline: ΔΙΑΡΡΗΞΕΙΣ ΕΙΣ ΛΕΣΧΗΝ ΑΞΙΩΜΑΤΙΚΩΝ [945,824,1107,851]
belvedere-phone: Στὸ Στέρεο Μπουζούκια — Τηλέφωνον 32537 [197,2074,453,2087]
casino-line-1: Casino des Jeux [177,1782,477,1822]
consulate-sub: ΕΠΙΣΗΜΟΣ ΔΟΞΟΛΟΓΙΑ [76,512,244,528]
cotton-text: Αἱ ἐξαγωγαὶ αἰγυπτιακοῦ βάμβακος μέχρι τέλους Αὐγούστου ἀνῆλθον εἰς 843 χιλιάδας μπάλλες, ἤτοι ἐσημείωσαν ἐλαφρὰν κάμψιν ἀπὸ τὰς περυσινὰς ἐξαγωγάς. [920,1026,1132,1095]
sunrise: —Ἀνατολὴ 06.48 [76,264,171,277]
winter-sub-2: ΠΑΡΑΘΥΡΑ ΚΑΙ ΚΟΥΡΤΙΝΕΣ [723,1203,900,1216]
port-arrivals-label: ΑΦΙΞΕΙΣ.— [720,2080,788,2093]
athinaiou-line-6: ΖΑΖΑ ΚΑΙ ΜΑΡΙΝΑ [1226,1902,1490,1932]
naval-text-2: Ἐπὶ τῇ Ἐθνικῇ Ἑορτῇ τῆς Δημοκρατίας τῆς Αὐστρίας, ὁ Γενικὸς Πατριαρχικὸς Ἐπίτροπος Σεβασμιώτατος Μητροπολίτης Πηλουσίου κ. Βαρνάβας συνεχάρη τὸν κ. Ἀλέξανδρον Γενικὸν Πρόξενον τῆς Αὐστρίας κ. Ροδόλφον Κουτσιάνοθετ ἐκ μέρους τῆς ΑΘΜ τοῦ Πατριάρχου καὶ ἐκ μέρους ἑαυτοῦ. [1360,408,1560,547]
